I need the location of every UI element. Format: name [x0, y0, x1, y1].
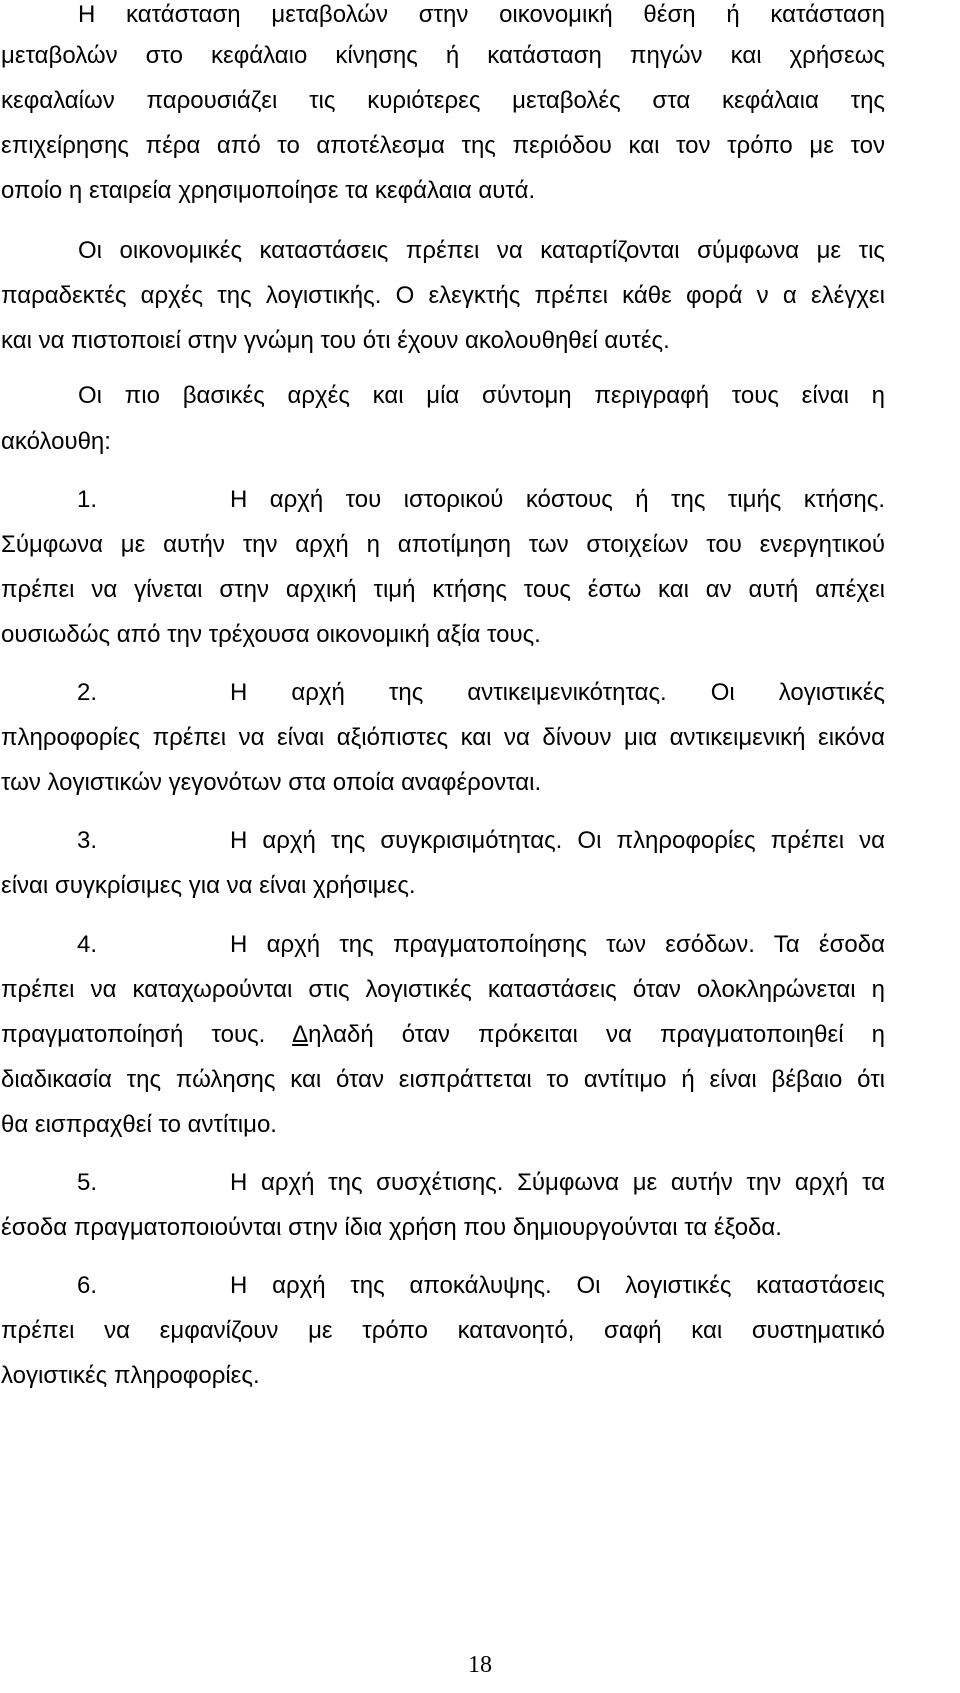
principle-heading: Η αρχή της συγκρισιμότητας. Οι πληροφορίες πρέπει να [230, 827, 885, 854]
text-line: οποίο η εταιρεία χρησιμοποίησε τα κεφάλαια αυτά. [1, 177, 536, 204]
text-line [1, 1020, 885, 1050]
principle-heading: Η αρχή της πραγματοποίησης των εσόδων. Τα έσοδα [230, 931, 885, 958]
text-line: ακόλουθη: [1, 428, 111, 455]
page-number: 18 [468, 1652, 492, 1678]
principle-number: 6. [77, 1272, 98, 1299]
text-line: των λογιστικών γεγονότων στα οποία αναφέρονται. [1, 769, 542, 796]
principle-number: 1. [77, 486, 98, 513]
underlined-letter: Δ [292, 1021, 309, 1048]
text-segment: ηλαδή όταν πρόκειται να πραγματοποιηθεί η [308, 1021, 885, 1048]
text-line: πρέπει να εμφανίζουν με τρόπο κατανοητό, σαφή και συστηματικό [1, 1317, 885, 1344]
text-line: Οι οικονομικές καταστάσεις πρέπει να καταρτίζονται σύμφωνα με τις [78, 237, 885, 264]
principle-number: 5. [77, 1169, 98, 1196]
principle-number: 4. [77, 931, 98, 958]
text-line: διαδικασία της πώλησης και όταν εισπράττεται το αντίτιμο ή είναι βέβαιο ότι [1, 1066, 885, 1093]
text-line: και να πιστοποιεί στην γνώμη του ότι έχουν ακολουθηθεί αυτές. [1, 327, 670, 354]
principle-heading: Η αρχή του ιστορικού κόστους ή της τιμής κτήσης. [230, 486, 885, 513]
text-line: πρέπει να καταχωρούνται στις λογιστικές καταστάσεις όταν ολοκληρώνεται η [1, 976, 885, 1003]
text-line: μεταβολών στο κεφάλαιο κίνησης ή κατάσταση πηγών και χρήσεως [1, 42, 885, 69]
principle-heading: Η αρχή της αποκάλυψης. Οι λογιστικές καταστάσεις [230, 1272, 885, 1299]
text-line: ουσιωδώς από την τρέχουσα οικονομική αξία τους. [1, 621, 541, 648]
text-line: πρέπει να γίνεται στην αρχική τιμή κτήσης τους έστω και αν αυτή απέχει [1, 576, 885, 603]
text-line: επιχείρησης πέρα από το αποτέλεσμα της περιόδου και τον τρόπο με τον [1, 132, 885, 159]
text-line: Σύμφωνα με αυτήν την αρχή η αποτίμηση των στοιχείων του ενεργητικού [1, 531, 885, 558]
text-line: Οι πιο βασικές αρχές και μία σύντομη περιγραφή τους είναι η [78, 382, 885, 409]
text-line: είναι συγκρίσιμες για να είναι χρήσιμες. [1, 872, 416, 899]
text-line: παραδεκτές αρχές της λογιστικής. Ο ελεγκτής πρέπει κάθε φορά ν α ελέγχει [1, 282, 885, 309]
text-line: έσοδα πραγματοποιούνται στην ίδια χρήση που δημιουργούνται τα έξοδα. [1, 1214, 782, 1241]
principle-heading: Η αρχή της συσχέτισης. Σύμφωνα με αυτήν την αρχή τα [230, 1169, 885, 1196]
principle-number: 2. [77, 679, 98, 706]
text-line: θα εισπραχθεί το αντίτιμο. [1, 1111, 277, 1138]
text-line: λογιστικές πληροφορίες. [1, 1362, 260, 1389]
principle-number: 3. [77, 827, 98, 854]
text-line: πληροφορίες πρέπει να είναι αξιόπιστες και να δίνουν μια αντικειμενική εικόνα [1, 724, 885, 751]
text-line: κεφαλαίων παρουσιάζει τις κυριότερες μεταβολές στα κεφάλαια της [1, 87, 885, 114]
principle-heading: Η αρχή της αντικειμενικότητας. Οι λογιστικές [230, 679, 885, 706]
text-line: Η κατάσταση μεταβολών στην οικονομική θέση ή κατάσταση [78, 1, 885, 28]
text-segment: πραγματοποίησή τους. [1, 1021, 293, 1048]
